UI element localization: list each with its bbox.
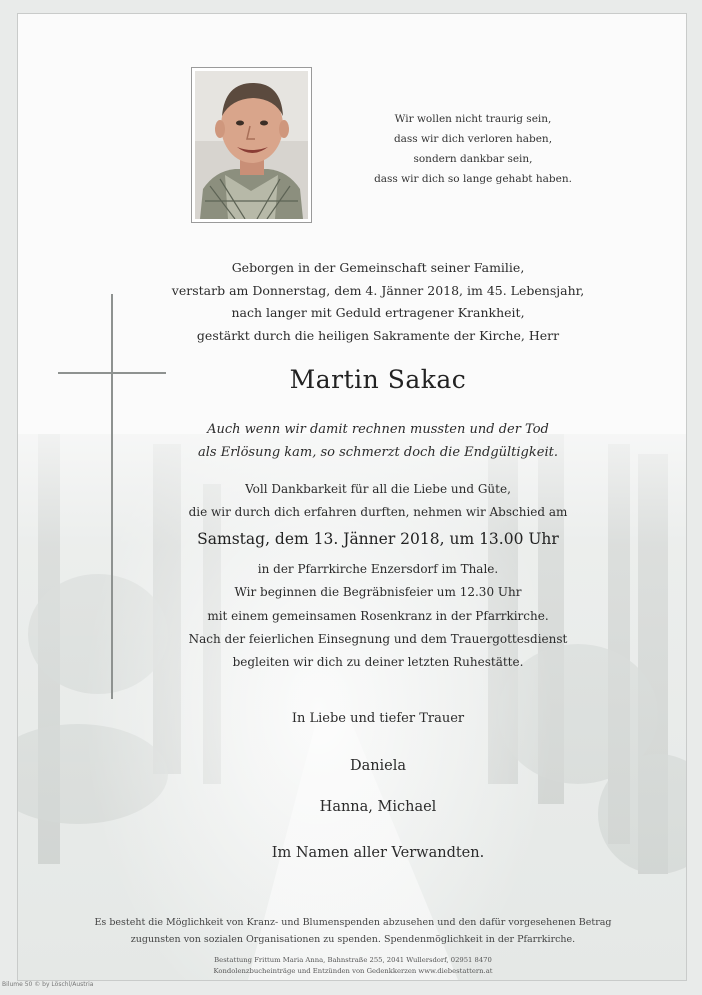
funeral-details bbox=[138, 558, 618, 674]
quote-line: dass wir dich so lange gehabt haben. bbox=[374, 173, 572, 185]
obituary-card bbox=[17, 13, 687, 981]
intro-line: verstarb am Donnerstag, dem 4. Jänner 2018, im 45. Lebensjahr, bbox=[171, 282, 585, 298]
thanks-line: Voll Dankbarkeit für all die Liebe und Güte, bbox=[245, 482, 511, 496]
quote-line: dass wir dich verloren haben, bbox=[393, 133, 553, 145]
farewell-line: als Erlösung kam, so schmerzt doch die Endgültigkeit. bbox=[198, 445, 558, 460]
sign-off: In Liebe und tiefer Trauer bbox=[291, 711, 465, 726]
farewell-text bbox=[138, 418, 618, 464]
memorial-quote bbox=[353, 109, 593, 189]
thanks-line: die wir durch dich erfahren durften, nehmen wir Abschied am bbox=[188, 505, 568, 519]
cross-vertical-beam bbox=[111, 294, 113, 699]
mourner-relatives: Im Namen aller Verwandten. bbox=[271, 845, 485, 861]
quote-line: Wir wollen nicht traurig sein, bbox=[394, 113, 552, 125]
mourner-spouse: Daniela bbox=[349, 758, 407, 774]
details-line: in der Pfarrkirche Enzersdorf im Thale. bbox=[257, 562, 499, 576]
details-line: Nach der feierlichen Einsegnung und dem Trauergottesdienst bbox=[188, 631, 568, 646]
quote-line: sondern dankbar sein, bbox=[413, 153, 533, 165]
intro-line: nach langer mit Geduld ertragener Krankheit, bbox=[231, 305, 525, 320]
donation-note bbox=[58, 914, 648, 948]
image-credit: Bilume 50 © by Löschl/Austria bbox=[2, 981, 94, 988]
intro-line: Geborgen in der Gemeinschaft seiner Familie, bbox=[231, 260, 525, 275]
farewell-line: Auch wenn wir damit rechnen mussten und der Tod bbox=[207, 422, 549, 437]
portrait-photo bbox=[191, 67, 312, 223]
portrait-image bbox=[195, 71, 308, 219]
footer-line: Es besteht die Möglichkeit von Kranz- und Blumenspenden abzusehen und den dafür vorgesehenen Betrag bbox=[94, 917, 612, 928]
funeral-home-line: Bestattung Frittum Maria Anna, Bahnstraße 255, 2041 Wullersdorf, 02951 8470 bbox=[214, 956, 492, 964]
details-line: Wir beginnen die Begräbnisfeier um 12.30 Uhr bbox=[234, 585, 522, 600]
details-line: mit einem gemeinsamen Rosenkranz in der Pfarrkirche. bbox=[207, 608, 549, 623]
deceased-name: Martin Sakac bbox=[289, 365, 467, 394]
thanks-text bbox=[138, 478, 618, 524]
details-line: begleiten wir dich zu deiner letzten Ruhestätte. bbox=[232, 655, 524, 670]
funeral-home-info bbox=[128, 955, 578, 977]
footer-line: zugunsten von sozialen Organisationen zu spenden. Spendenmöglichkeit in der Pfarrkirche. bbox=[130, 934, 576, 945]
death-announcement bbox=[138, 257, 618, 347]
intro-line: gestärkt durch die heiligen Sakramente der Kirche, Herr bbox=[196, 327, 560, 343]
funeral-home-line: Kondolenzbucheinträge und Entzünden von Gedenkkerzen www.diebestattern.at bbox=[213, 967, 493, 975]
mourner-children: Hanna, Michael bbox=[319, 799, 437, 815]
funeral-date: Samstag, dem 13. Jänner 2018, um 13.00 Uhr bbox=[197, 530, 559, 548]
